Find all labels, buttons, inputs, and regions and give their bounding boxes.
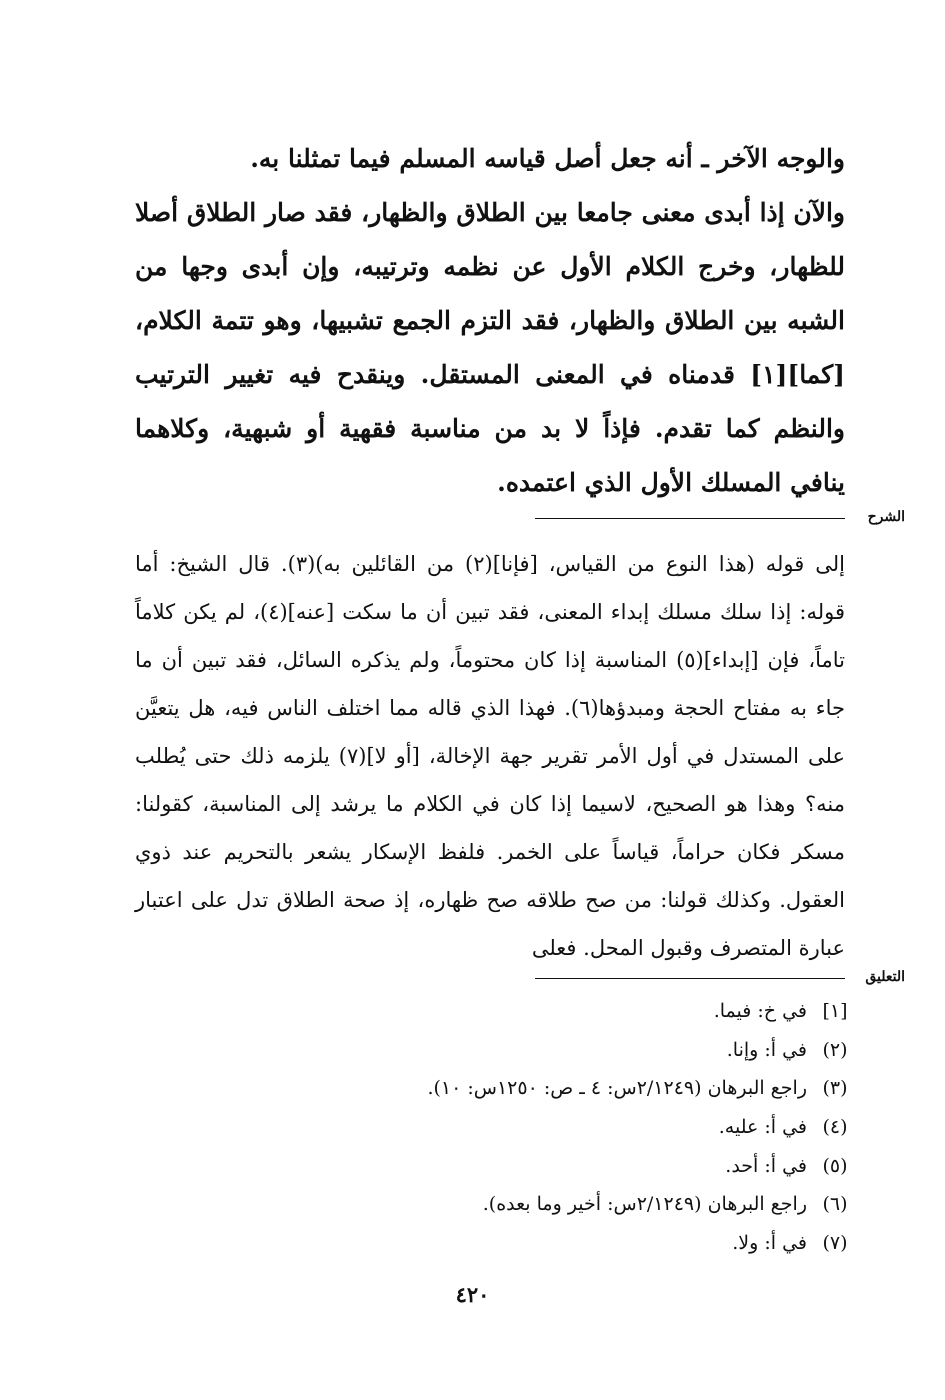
commentary-paragraph: إلى قوله (هذا النوع من القياس، [فإنا](٢) من القائلين به)(٣). قال الشيخ: أما قوله: إذا سلك مسلك إبداء المعنى، فقد تبين أن ما سكت [عنه](٤)، لم يكن كلاماً تاماً، فإن [إبداء](٥) المناسبة إذا كان محتوماً، ولم يذكره السائل، فقد تبين أن ما جاء به مفتاح الحجة ومبدؤها(٦). فهذا الذي قاله مما اختلف الناس فيه، هل يتعيَّن على المستدل في أول الأمر تقرير جهة الإخالة، [أو لا](٧) يلزمه ذلك حتى يُطلب منه؟ وهذا هو الصحيح، لاسيما إذا كان في الكلام ما يرشد إلى المناسبة، كقولنا: مسكر فكان حراماً، قياساً على الخمر. فلفظ الإسكار يشعر بالتحريم عند ذوي العقول. وكذلك قولنا: من صح طلاقه صح ظهاره، إذ صحة الطلاق تدل على اعتبار عبارة المتصرف وقبول المحل. فعلى	[135, 552, 846, 960]
footnotes-rule	[535, 978, 845, 979]
footnote-text: في خ: فيما.	[713, 1000, 807, 1022]
commentary-rule	[535, 518, 845, 519]
footnotes-label: التعليق	[865, 969, 905, 985]
footnote-text: راجع البرهان (٢/١٢٤٩س: أخير وما بعده).	[482, 1193, 807, 1216]
commentary-separator	[535, 508, 905, 528]
footnote-text: في أ: ولا.	[732, 1232, 807, 1255]
footnote-number: (٤)	[822, 1116, 848, 1139]
footnotes-list	[151, 992, 851, 1263]
footnote-text: في أ: أحد.	[725, 1154, 807, 1177]
footnote-text: راجع البرهان (٢/١٢٤٩س: ٤ ـ ص: ١٢٥٠س: ١٠).	[427, 1077, 807, 1100]
footnote-item	[151, 1069, 851, 1108]
footnote-number: (٧)	[822, 1232, 848, 1255]
footnote-item	[151, 1147, 851, 1186]
footnote-number: [١]	[822, 1000, 848, 1022]
footnote-number: (٦)	[822, 1193, 848, 1216]
footnotes-separator	[535, 968, 905, 988]
footnote-text: في أ: عليه.	[718, 1116, 807, 1139]
page-number: ٤٢٠	[455, 1282, 490, 1307]
commentary-text	[135, 540, 845, 972]
footnote-item	[151, 1108, 851, 1147]
footnote-item	[151, 1185, 851, 1224]
footnote-number: (٣)	[822, 1077, 848, 1100]
footnote-item	[151, 1031, 851, 1070]
footnote-number: (٢)	[822, 1038, 848, 1061]
footnote-number: (٥)	[822, 1154, 848, 1177]
commentary-label: الشرح	[867, 509, 905, 525]
main-paragraph-1: والوجه الآخر ـ أنه جعل أصل قياسه المسلم فيما تمثلنا به.	[250, 144, 845, 173]
footnote-item	[151, 992, 851, 1031]
main-paragraph-2: والآن إذا أبدى معنى جامعا بين الطلاق والظهار، فقد صار الطلاق أصلا للظهار، وخرج الكلام الأول عن نظمه وترتيبه، وإن أبدى وجها من الشبه بين الطلاق والظهار، فقد التزم الجمع تشبيها، وهو تتمة الكلام، [كما][١] قدمناه في المعنى المستقل. وينقدح فيه تغيير الترتيب والنظم كما تقدم. فإذاً لا بد من مناسبة فقهية أو شبهية، وكلاهما ينافي المسلك الأول الذي اعتمده.	[135, 198, 845, 497]
main-text	[135, 132, 845, 510]
footnote-text: في أ: وإنا.	[726, 1038, 807, 1061]
footnote-item	[151, 1224, 851, 1263]
